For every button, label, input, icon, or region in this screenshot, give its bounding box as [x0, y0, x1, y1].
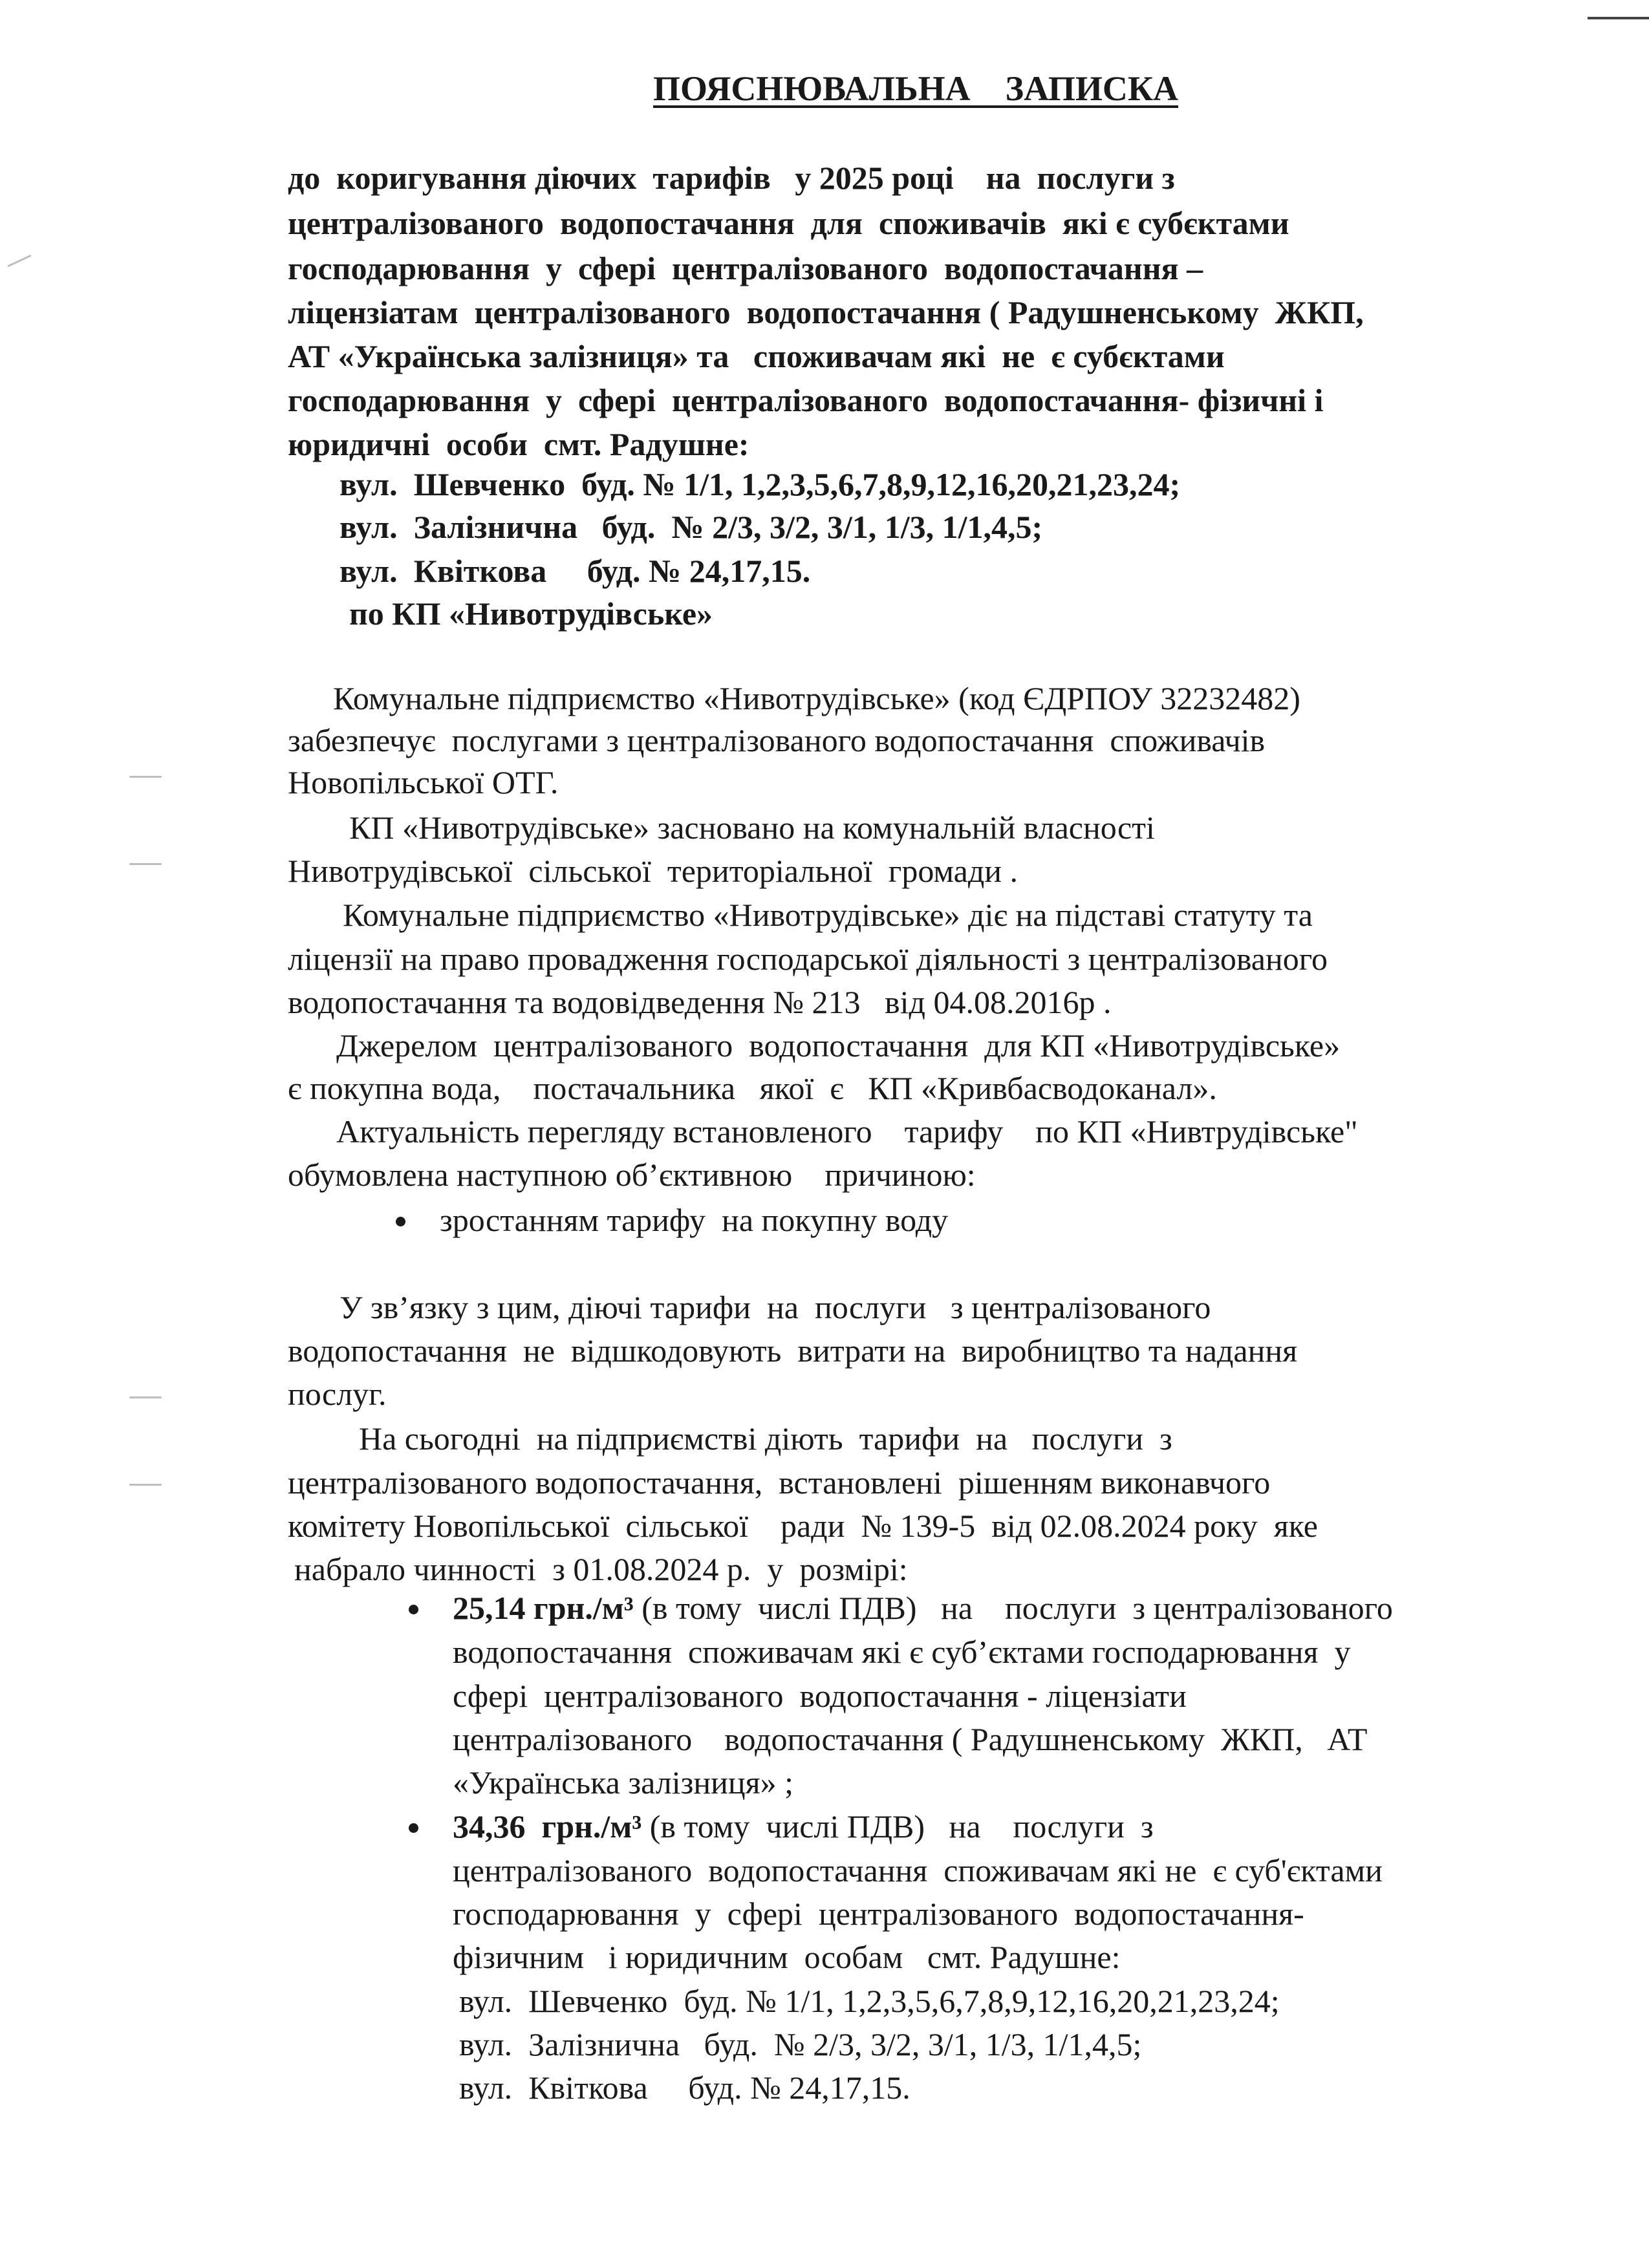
body-line: набрало чинності з 01.08.2024 р. у розмірі: — [294, 1551, 908, 1587]
tariff-line — [453, 1810, 1154, 1843]
tariff-line — [453, 1592, 1393, 1624]
body-line: На сьогодні на підприємстві діють тарифи на послуги з — [359, 1420, 1172, 1457]
scan-margin-mark — [129, 776, 162, 778]
tariff-line: централізованого водопостачання споживачам які не є суб'єктами — [453, 1852, 1383, 1888]
body-line: У зв’язку з цим, діючі тарифи на послуги з централізованого — [339, 1289, 1211, 1325]
page-title: ПОЯСНЮВАЛЬНА ЗАПИСКА — [653, 69, 1178, 108]
bullet-icon — [396, 1217, 405, 1226]
subject-address-line: вул. Шевченко буд. № 1/1, 1,2,3,5,6,7,8,9,12,16,20,21,23,24; — [339, 466, 1181, 502]
tariff-line: «Українська залізниця» ; — [453, 1764, 794, 1801]
scan-edge-mark — [1588, 17, 1649, 19]
body-line: Нивотрудівської сільської територіальної громади . — [288, 853, 1018, 889]
body-line: централізованого водопостачання, встановлені рішенням виконавчого — [288, 1464, 1271, 1501]
subject-address-line: вул. Квіткова буд. № 24,17,15. — [339, 553, 811, 589]
tariff-text: (в тому числі ПДВ) на послуги з централізованого — [633, 1590, 1393, 1626]
reason-item: зростанням тарифу на покупну воду — [440, 1202, 949, 1238]
tariff-line: фізичним і юридичним особам смт. Радушне: — [453, 1939, 1121, 1975]
subject-line: юридичні особи смт. Радушне: — [288, 426, 749, 462]
subject-line: АТ «Українська залізниця» та споживачам які не є субєктами — [288, 338, 1225, 374]
tariff-line: водопостачання споживачам які є суб’єктами господарювання у — [453, 1634, 1351, 1670]
body-line: Комунальне підприємство «Нивотрудівське» (код ЄДРПОУ 32232482) — [333, 680, 1300, 716]
tariff-text: (в тому числі ПДВ) на послуги з — [641, 1808, 1154, 1845]
body-line: Новопільської ОТГ. — [288, 764, 559, 800]
bullet-icon — [409, 1605, 418, 1614]
subject-line: ліцензіатам централізованого водопостачання ( Радушненському ЖКП, — [288, 294, 1364, 330]
body-line: обумовлена наступною об’єктивною причиною: — [288, 1157, 976, 1193]
subject-enterprise-line: по КП «Нивотрудівське» — [349, 595, 713, 632]
bullet-icon — [409, 1823, 418, 1833]
tariff-price: 34,36 грн./м³ — [453, 1808, 642, 1845]
body-line: Актуальність перегляду встановленого тарифу по КП «Нивтрудівське" — [336, 1113, 1358, 1150]
scan-margin-mark — [129, 863, 162, 865]
tariff-line: сфері централізованого водопостачання - ліцензіати — [453, 1678, 1187, 1714]
body-line: ліцензії на право провадження господарської діяльності з централізованого — [288, 941, 1328, 977]
subject-line: до коригування діючих тарифів у 2025 році на послуги з — [288, 160, 1175, 196]
body-line: комітету Новопільської сільської ради № 139-5 від 02.08.2024 року яке — [288, 1508, 1318, 1544]
body-line: забезпечує послугами з централізованого водопостачання споживачів — [288, 722, 1266, 758]
body-line: Комунальне підприємство «Нивотрудівське» діє на підставі статуту та — [343, 897, 1313, 933]
tariff-price: 25,14 грн./м³ — [453, 1590, 634, 1626]
subject-line: господарювання у сфері централізованого водопостачання – — [288, 250, 1203, 286]
tariff-address-line: вул. Квіткова буд. № 24,17,15. — [459, 2070, 911, 2106]
tariff-address-line: вул. Залізнична буд. № 2/3, 3/2, 3/1, 1/3, 1/1,4,5; — [459, 2026, 1142, 2062]
subject-address-line: вул. Залізнична буд. № 2/3, 3/2, 3/1, 1/3, 1/1,4,5; — [339, 509, 1043, 545]
scan-margin-mark — [7, 255, 32, 268]
body-line: послуг. — [288, 1376, 387, 1412]
body-line: водопостачання не відшкодовують витрати на виробництво та надання — [288, 1332, 1298, 1369]
tariff-address-line: вул. Шевченко буд. № 1/1, 1,2,3,5,6,7,8,9,12,16,20,21,23,24; — [459, 1983, 1280, 2019]
tariff-line: господарювання у сфері централізованого водопостачання- — [453, 1896, 1304, 1932]
body-line: є покупна вода, постачальника якої є КП «Кривбасводоканал». — [288, 1070, 1217, 1106]
body-line: Джерелом централізованого водопостачання для КП «Нивотрудівське» — [336, 1027, 1341, 1064]
scan-margin-mark — [129, 1484, 162, 1486]
tariff-line: централізованого водопостачання ( Радушненському ЖКП, АТ — [453, 1721, 1368, 1757]
scan-margin-mark — [129, 1396, 162, 1398]
body-line: водопостачання та водовідведення № 213 від 04.08.2016р . — [288, 984, 1112, 1020]
body-line: КП «Нивотрудівське» засновано на комунальній власності — [349, 809, 1155, 846]
subject-line: централізованого водопостачання для споживачів які є субєктами — [288, 205, 1289, 241]
subject-line: господарювання у сфері централізованого водопостачання- фізичні і — [288, 382, 1324, 418]
